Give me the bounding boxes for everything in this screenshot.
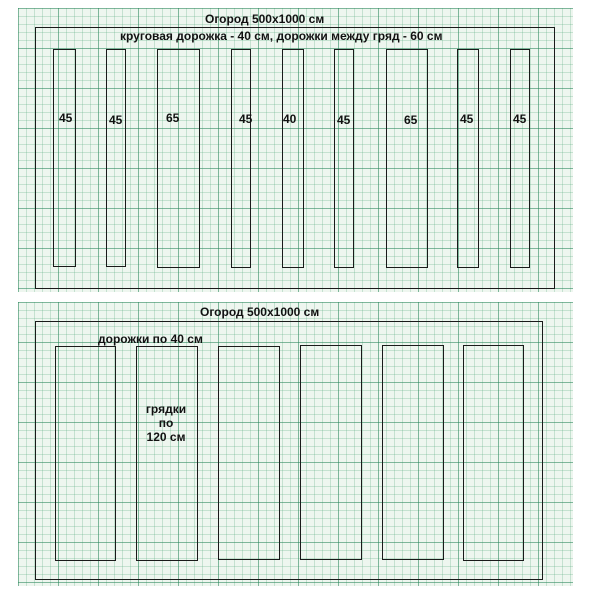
top-title: Огород 500х1000 см bbox=[205, 12, 325, 26]
top-bed-3 bbox=[157, 49, 200, 268]
beds-note-line-1: грядки bbox=[145, 402, 187, 416]
paths-width-note: дорожки по 40 см bbox=[98, 332, 203, 346]
bottom-title: Огород 500х1000 см bbox=[200, 305, 320, 319]
top-bed-1 bbox=[53, 49, 76, 267]
top-bed-7-width: 65 bbox=[404, 113, 418, 127]
top-bed-5 bbox=[282, 49, 304, 268]
top-bed-2-width: 45 bbox=[109, 113, 123, 127]
top-subtitle: круговая дорожка - 40 см, дорожки между гряд - 60 см bbox=[120, 29, 443, 43]
bottom-bed-2 bbox=[136, 346, 198, 561]
top-bed-1-width: 45 bbox=[59, 111, 73, 125]
bottom-bed-3 bbox=[218, 346, 280, 560]
bottom-bed-5 bbox=[382, 345, 444, 560]
beds-width-note bbox=[138, 403, 194, 443]
top-bed-8 bbox=[457, 49, 479, 268]
top-bed-4 bbox=[231, 49, 251, 268]
top-bed-3-width: 65 bbox=[166, 111, 180, 125]
top-bed-7 bbox=[386, 49, 428, 268]
top-bed-6-width: 45 bbox=[337, 113, 351, 127]
beds-note-line-2: по bbox=[158, 416, 174, 430]
top-bed-9-width: 45 bbox=[513, 112, 527, 126]
top-bed-4-width: 45 bbox=[239, 112, 253, 126]
top-bed-2 bbox=[106, 49, 126, 267]
top-bed-6 bbox=[334, 49, 354, 268]
bottom-bed-6 bbox=[463, 345, 524, 561]
beds-note-line-3: 120 см bbox=[146, 430, 186, 444]
bottom-bed-4 bbox=[300, 345, 362, 560]
top-bed-5-width: 40 bbox=[283, 112, 297, 126]
top-bed-8-width: 45 bbox=[460, 112, 474, 126]
bottom-bed-1 bbox=[55, 346, 116, 561]
top-bed-9 bbox=[510, 49, 530, 268]
